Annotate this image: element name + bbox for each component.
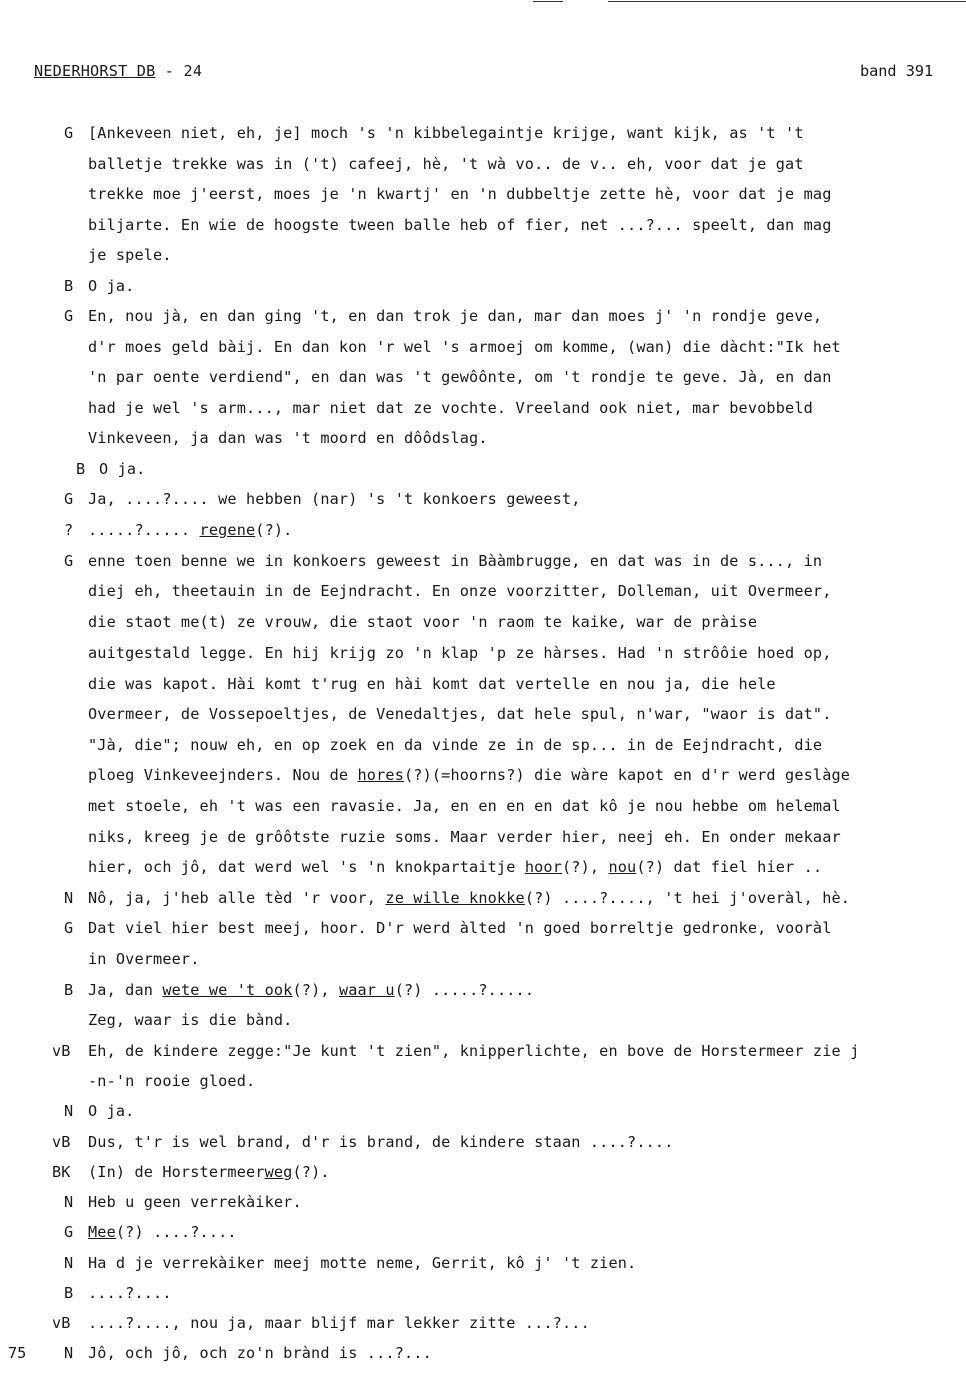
transcript-line xyxy=(88,1163,330,1181)
speaker-label: vB xyxy=(52,1133,71,1151)
transcript-line xyxy=(88,1072,255,1090)
underlined-text: hores xyxy=(357,766,404,784)
transcript-line xyxy=(88,858,822,876)
speaker-label: vB xyxy=(52,1314,71,1332)
transcript-line xyxy=(88,705,832,723)
speaker-label: N xyxy=(64,1254,74,1272)
line-text: -n-'n rooie gloed. xyxy=(88,1072,256,1090)
underlined-text: hoor xyxy=(524,858,562,876)
transcript-line xyxy=(88,1133,674,1151)
transcript-line xyxy=(88,429,488,447)
line-text: (?). xyxy=(255,521,293,539)
transcript-line xyxy=(88,644,832,662)
underlined-text: weg xyxy=(264,1163,293,1181)
line-text: met stoele, eh 't was een ravasie. Ja, en en en en dat kô je nou hebbe om helemal xyxy=(88,797,841,815)
transcript-line xyxy=(88,950,200,968)
line-text: Ja, ....?.... we hebben (nar) 's 't konkoers geweest, xyxy=(88,490,581,508)
line-text: .....?..... xyxy=(88,521,200,539)
line-text: Ha d je verrekàiker meej motte neme, Gerrit, kô j' 't zien. xyxy=(88,1254,637,1272)
line-text: Overmeer, de Vossepoeltjes, de Venedaltjes, dat hele spul, n'war, "waor is dat". xyxy=(88,705,832,723)
line-text: hier, och jô, dat werd wel 's 'n knokpartaitje xyxy=(88,858,525,876)
transcript-line xyxy=(88,399,813,417)
speaker-label: G xyxy=(64,307,74,325)
line-text: [Ankeveen niet, eh, je] moch 's 'n kibbelegaintje krijge, want kijk, as 't 't xyxy=(88,124,804,142)
speaker-label: ? xyxy=(64,521,74,539)
underlined-text: ze wille knokke xyxy=(385,889,525,907)
band-number: band 391 xyxy=(860,62,934,80)
margin-line-number: 75 xyxy=(8,1344,27,1362)
transcript-line xyxy=(88,185,832,203)
line-text: d'r moes geld bàij. En dan kon 'r wel 's armoej om komme, (wan) die dàcht:"Ik het xyxy=(88,338,841,356)
underlined-text: regene xyxy=(199,521,256,539)
transcript-line xyxy=(88,155,804,173)
speaker-label: G xyxy=(64,490,74,508)
line-text: enne toen benne we in konkoers geweest in Bààmbrugge, en dat was in de s..., in xyxy=(88,552,823,570)
speaker-label: G xyxy=(64,124,74,142)
speaker-label: B xyxy=(76,460,86,478)
line-text: Eh, de kindere zegge:"Je kunt 't zien", knipperlichte, en bove de Horstermeer zie j xyxy=(88,1042,860,1060)
top-rule-right xyxy=(608,1,966,2)
transcript-line xyxy=(88,889,850,907)
line-text: "Jà, die"; nouw eh, en op zoek en da vinde ze in de sp... in de Eejndracht, die xyxy=(88,736,823,754)
line-text: O ja. xyxy=(88,277,135,295)
transcript-line xyxy=(88,675,776,693)
transcript-line xyxy=(88,277,134,295)
speaker-label: N xyxy=(64,1102,74,1120)
transcript-line xyxy=(88,1193,302,1211)
transcript-line xyxy=(88,828,841,846)
transcript-line xyxy=(88,1284,172,1302)
line-text: (?)(=hoorns?) die wàre kapot en d'r werd geslàge xyxy=(403,766,851,784)
transcript-line xyxy=(88,1344,432,1362)
transcript-line xyxy=(88,736,822,754)
transcript-line xyxy=(88,919,832,937)
line-text: ploeg Vinkeveejnders. Nou de xyxy=(88,766,358,784)
transcript-line xyxy=(88,552,822,570)
transcript-line xyxy=(88,246,172,264)
line-text: Ja, dan xyxy=(88,981,163,999)
underlined-text: Mee xyxy=(88,1223,116,1241)
line-text: O ja. xyxy=(88,1102,135,1120)
transcript-line xyxy=(88,338,841,356)
transcript-line xyxy=(99,460,145,478)
line-text: (?) dat fiel hier .. xyxy=(636,858,823,876)
page-number: 24 xyxy=(183,62,203,80)
transcript-line xyxy=(88,124,804,142)
line-text: trekke moe j'eerst, moes je 'n kwartj' en 'n dubbeltje zette hè, voor dat je mag xyxy=(88,185,832,203)
line-text: Heb u geen verrekàiker. xyxy=(88,1193,302,1211)
transcript-line xyxy=(88,1042,859,1060)
transcript-line xyxy=(88,613,757,631)
transcript-line xyxy=(88,981,534,999)
line-text: auitgestald legge. En hij krijg zo 'n klap 'p ze hàrses. Had 'n strôôie hoed op, xyxy=(88,644,832,662)
speaker-label: G xyxy=(64,1223,74,1241)
line-text: ....?.... xyxy=(88,1284,172,1302)
line-text: (?). xyxy=(292,1163,330,1181)
transcript-line xyxy=(88,1314,590,1332)
line-text: die was kapot. Hài komt t'rug en hài komt dat vertelle en nou ja, die hele xyxy=(88,675,776,693)
line-text: Jô, och jô, och zo'n brànd is ...?... xyxy=(88,1344,432,1362)
transcript-line xyxy=(88,368,832,386)
transcript-line xyxy=(88,216,832,234)
transcript-line xyxy=(88,1254,636,1272)
speaker-label: G xyxy=(64,919,74,937)
speaker-label: N xyxy=(64,889,74,907)
top-rule-left xyxy=(533,1,563,2)
page-header xyxy=(34,62,202,80)
transcript-line xyxy=(88,797,841,815)
line-text: (?), xyxy=(562,858,609,876)
transcript-line xyxy=(88,490,581,508)
line-text: (?), xyxy=(292,981,339,999)
line-text: ....?...., nou ja, maar blijf mar lekker zitte ...?... xyxy=(88,1314,590,1332)
speaker-label: B xyxy=(64,277,74,295)
line-text: je spele. xyxy=(88,246,172,264)
speaker-label: N xyxy=(64,1193,74,1211)
speaker-label: vB xyxy=(52,1042,71,1060)
line-text: (In) de Horstermeer xyxy=(88,1163,265,1181)
line-text: (?) ....?.... xyxy=(115,1223,237,1241)
transcript-line xyxy=(88,1223,237,1241)
transcript-line xyxy=(88,1011,292,1029)
transcript-line xyxy=(88,582,832,600)
line-text: had je wel 's arm..., mar niet dat ze vochte. Vreeland ook niet, mar bevobbeld xyxy=(88,399,813,417)
speaker-label: B xyxy=(64,981,74,999)
speaker-label: B xyxy=(64,1284,74,1302)
speaker-label: BK xyxy=(52,1163,71,1181)
line-text: (?) ....?...., 't hei j'overàl, hè. xyxy=(524,889,851,907)
document-title: NEDERHORST DB xyxy=(34,62,156,80)
transcript-line xyxy=(88,521,292,539)
speaker-label: N xyxy=(64,1344,74,1362)
line-text: O ja. xyxy=(99,460,146,478)
transcript-line xyxy=(88,307,822,325)
line-text: Nô, ja, j'heb alle tèd 'r voor, xyxy=(88,889,386,907)
line-text: diej eh, theetauin in de Eejndracht. En onze voorzitter, Dolleman, uit Overmeer, xyxy=(88,582,832,600)
line-text: En, nou jà, en dan ging 't, en dan trok je dan, mar dan moes j' 'n rondje geve, xyxy=(88,307,823,325)
line-text: 'n par oente verdiend", en dan was 't gewôônte, om 't rondje te geve. Jà, en dan xyxy=(88,368,832,386)
line-text: in Overmeer. xyxy=(88,950,200,968)
line-text: Vinkeveen, ja dan was 't moord en dôôdslag. xyxy=(88,429,488,447)
line-text: (?) .....?..... xyxy=(394,981,535,999)
underlined-text: nou xyxy=(608,858,637,876)
speaker-label: G xyxy=(64,552,74,570)
line-text: die staot me(t) ze vrouw, die staot voor 'n raom te kaike, war de pràise xyxy=(88,613,758,631)
underlined-text: wete we 't ook xyxy=(162,981,293,999)
underlined-text: waar u xyxy=(338,981,395,999)
line-text: Dus, t'r is wel brand, d'r is brand, de kindere staan ....?.... xyxy=(88,1133,674,1151)
transcript-line xyxy=(88,1102,134,1120)
transcript-line xyxy=(88,766,850,784)
line-text: niks, kreeg je de grôôtste ruzie soms. Maar verder hier, neej eh. En onder mekaar xyxy=(88,828,841,846)
line-text: balletje trekke was in ('t) cafeej, hè, 't wà vo.. de v.. eh, voor dat je gat xyxy=(88,155,804,173)
header-dash: - xyxy=(155,62,184,80)
line-text: biljarte. En wie de hoogste tween balle heb of fier, net ...?... speelt, dan mag xyxy=(88,216,832,234)
line-text: Zeg, waar is die bànd. xyxy=(88,1011,293,1029)
line-text: Dat viel hier best meej, hoor. D'r werd àlted 'n goed borreltje gedronke, vooràl xyxy=(88,919,832,937)
